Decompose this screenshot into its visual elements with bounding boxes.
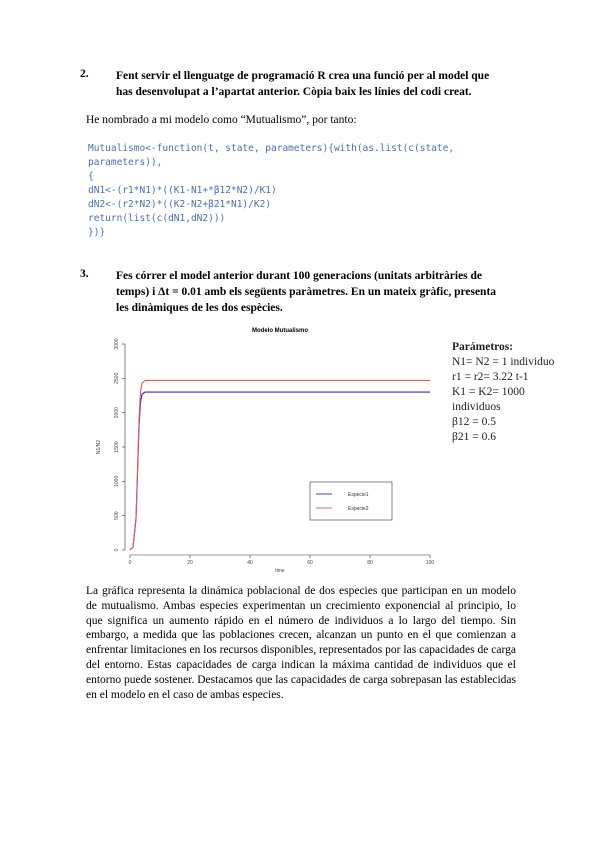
question-2-line: has desenvolupat a l’apartat anterior. Còpia baix les línies del codi creat.: [116, 86, 472, 98]
legend-box: [310, 482, 392, 520]
question-2-line: Fent servir el llenguatge de programació R crea una funció per al model que: [116, 70, 490, 82]
series-line: [130, 392, 430, 550]
x-axis-label: time: [275, 568, 285, 574]
x-tick-label: 80: [367, 560, 373, 566]
parameter-line: β12 = 0.5: [452, 416, 496, 428]
y-tick-label: 1000: [114, 475, 120, 487]
y-tick-label: 2000: [114, 407, 120, 419]
intro-text: He nombrado a mi modelo como “Mutualismo”, por tanto:: [86, 114, 357, 126]
legend-label: Especie1: [348, 492, 369, 498]
code-line: dN1<-(r1*N1)*((K1-N1+*β12*N2)/K1): [88, 185, 277, 196]
mutualism-chart: [90, 322, 445, 580]
x-tick-label: 20: [187, 560, 193, 566]
question-3-line: les dinàmiques de les dos espècies.: [116, 302, 283, 314]
question-2-number: 2.: [80, 68, 89, 80]
parameter-line: r1 = r2= 3.22 t-1: [452, 371, 529, 383]
code-line: })}: [88, 227, 106, 238]
parameter-line: K1 = K2= 1000: [452, 386, 525, 398]
y-axis-label: N1/N2: [96, 439, 102, 455]
question-3-line: temps) i Δt = 0.01 amb els següents paràmetres. En un mateix gràfic, presenta: [116, 286, 497, 298]
question-2-text: [116, 68, 489, 100]
y-tick-label: 3000: [114, 338, 120, 350]
parameters-title: Parámetros:: [452, 341, 514, 353]
code-line: return(list(c(dN1,dN2))): [88, 213, 226, 224]
legend-label: Especie2: [348, 506, 369, 512]
parameter-line: individuos: [452, 401, 501, 413]
parameter-line: β21 = 0.6: [452, 431, 496, 443]
explanation-paragraph: La gráfica representa la dinámica poblacional de dos especies que participan en un modelo de mutualismo. Ambas especies experimentan un crecimiento exponencial al principio, lo que significa un aumento rápido en el número de individuos a lo largo del tiempo. Sin embargo, a medida que las poblaciones crecen, alcanzan un punto en el que comienzan a enfrentar limitaciones en los recursos disponibles, representados por las capacidades de carga del entorno. Estas capacidades de carga indican la máxima cantidad de individuos que el entorno puede sostener. Destacamos que las capacidades de carga sobrepasan las establecidas en el modelo en el caso de ambas especies.: [86, 585, 516, 701]
series-line: [130, 380, 430, 550]
code-line: parameters)),: [88, 157, 163, 168]
code-block: [88, 142, 454, 240]
y-tick-label: 0: [114, 548, 120, 552]
x-tick-label: 60: [307, 560, 313, 566]
question-3-line: Fes córrer el model anterior durant 100 generacions (unitats arbitràries de: [116, 270, 483, 282]
parameters-box: [452, 340, 554, 445]
question-3-text: [116, 268, 516, 316]
code-line: {: [88, 171, 94, 182]
chart-title: Modelo Mutualismo: [252, 328, 308, 334]
code-line: Mutualismo<-function(t, state, parameters){with(as.list(c(state,: [88, 143, 455, 154]
y-tick-label: 1500: [114, 441, 120, 453]
code-line: dN2<-(r2*N2)*((K2-N2+β21*N1)/K2): [88, 199, 272, 210]
y-tick-label: 500: [114, 511, 120, 520]
x-tick-label: 0: [128, 560, 132, 566]
question-3-number: 3.: [80, 268, 89, 280]
parameter-line: N1= N2 = 1 individuo: [452, 356, 555, 368]
y-tick-label: 2500: [114, 372, 120, 384]
x-tick-label: 100: [425, 560, 435, 566]
x-tick-label: 40: [247, 560, 253, 566]
